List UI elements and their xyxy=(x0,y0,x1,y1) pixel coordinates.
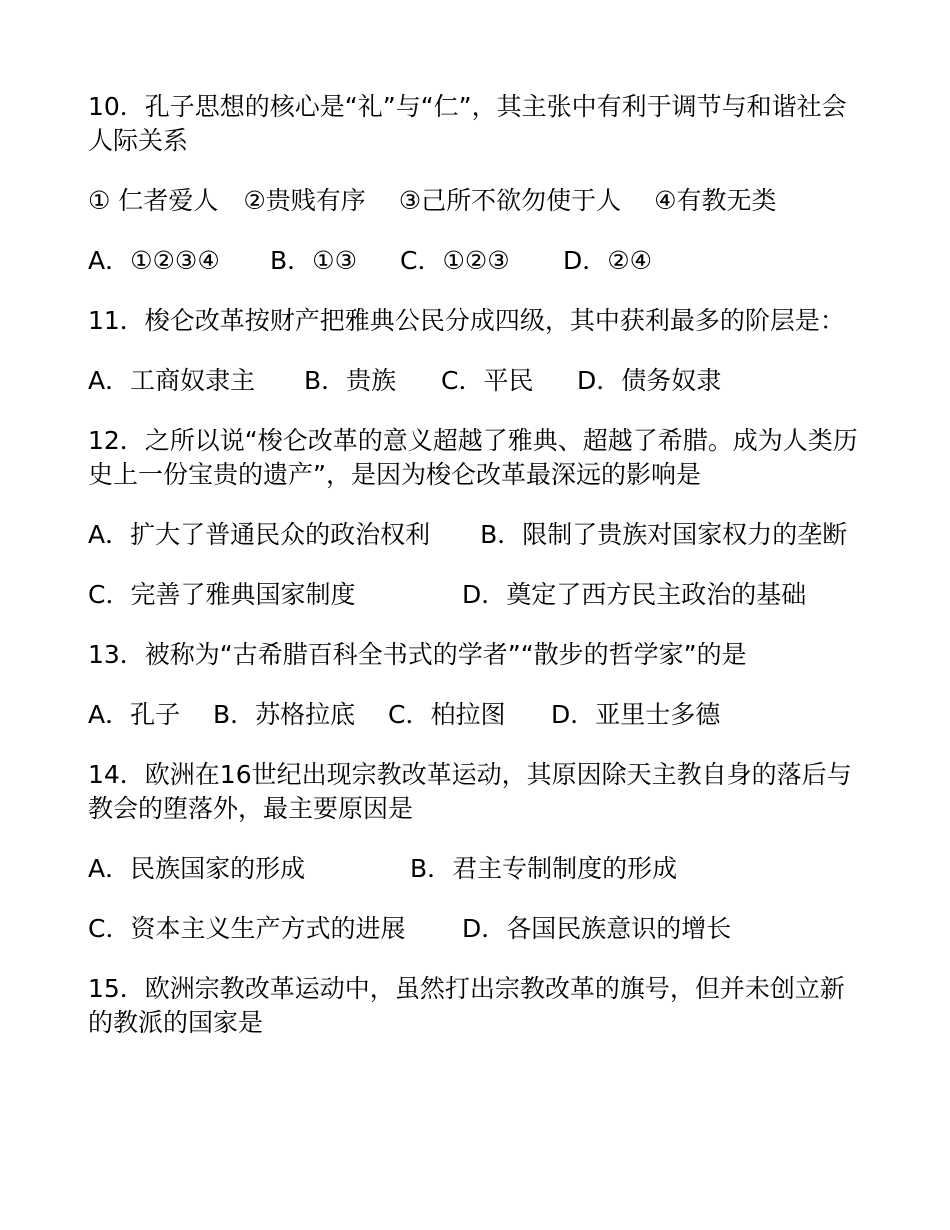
option-b: B．①③ xyxy=(270,246,357,275)
option-c: C．柏拉图 xyxy=(388,700,506,729)
option-b: B．君主专制制度的形成 xyxy=(410,854,678,883)
question-11-options xyxy=(88,364,863,398)
question-15-stem: 15．欧洲宗教改革运动中，虽然打出宗教改革的旗号，但并未创立新的教派的国家是 xyxy=(88,974,845,1037)
option-c: C．①②③ xyxy=(400,246,510,275)
option-c: C．资本主义生产方式的进展 xyxy=(88,914,406,943)
question-10-options xyxy=(88,244,863,278)
option-a: A．①②③④ xyxy=(88,246,220,275)
question-10-stem: 10．孔子思想的核心是“礼”与“仁”，其主张中有利于调节与和谐社会人际关系 xyxy=(88,92,847,155)
option-c: C．平民 xyxy=(441,366,534,395)
option-b: B．苏格拉底 xyxy=(213,700,356,729)
option-b: B．贵族 xyxy=(304,366,397,395)
question-13-stem: 13．被称为“古希腊百科全书式的学者”“散步的哲学家”的是 xyxy=(88,640,747,669)
question-12-options-ab: A．扩大了普通民众的政治权利 B．限制了贵族对国家权力的垄断 xyxy=(88,520,848,549)
option-a: A．工商奴隶主 xyxy=(88,366,256,395)
question-11-stem: 11．梭仑改革按财产把雅典公民分成四级，其中获利最多的阶层是： xyxy=(88,306,845,335)
option-a: A．孔子 xyxy=(88,700,181,729)
question-14-stem: 14．欧洲在16世纪出现宗教改革运动，其原因除天主教自身的落后与教会的堕落外，最主要原因是 xyxy=(88,760,852,823)
option-d: D．②④ xyxy=(563,246,653,275)
option-d: D．债务奴隶 xyxy=(577,366,722,395)
option-c: C．完善了雅典国家制度 xyxy=(88,580,356,609)
question-10-items: ① 仁者爱人 ②贵贱有序 ③己所不欲勿使于人 ④有教无类 xyxy=(88,186,777,215)
option-d: D．各国民族意识的增长 xyxy=(462,914,732,943)
question-14-options-cd xyxy=(88,912,863,946)
question-12-options-cd xyxy=(88,578,863,612)
exam-page xyxy=(88,90,863,1066)
option-d: D．亚里士多德 xyxy=(551,700,721,729)
option-d: D．奠定了西方民主政治的基础 xyxy=(462,580,807,609)
question-13-options xyxy=(88,698,863,732)
question-12-stem: 12．之所以说“梭仑改革的意义超越了雅典、超越了希腊。成为人类历史上一份宝贵的遗产”，是因为梭仑改革最深远的影响是 xyxy=(88,426,858,489)
question-14-options-ab xyxy=(88,852,863,886)
option-a: A．民族国家的形成 xyxy=(88,854,306,883)
